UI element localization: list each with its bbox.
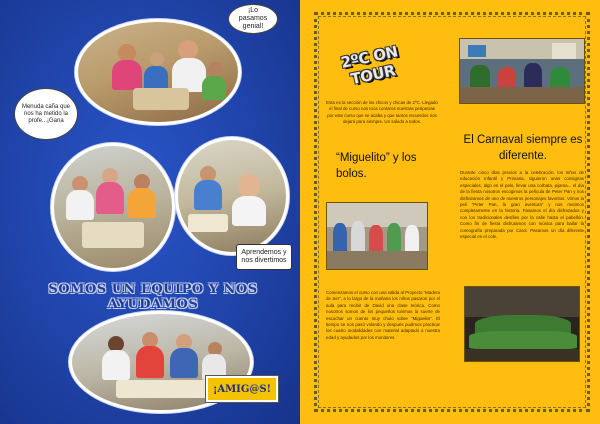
speech-bubble-middle (236, 244, 292, 270)
carnaval-photo (464, 286, 580, 362)
photo-cloud-right (178, 140, 286, 252)
miguelito-heading: “Miguelito” y los bolos. (336, 152, 417, 180)
classroom-photo-topright (459, 38, 585, 104)
bowling-photo (326, 202, 428, 270)
carnaval-heading: El Carnaval siempre es diferente. (463, 134, 583, 162)
speech-bubble-top-text: ¡Lo pasamos genial! (238, 7, 268, 30)
speech-bubble-left (14, 88, 78, 140)
speech-bubble-middle-text: Aprendemos y nos divertimos (241, 249, 287, 264)
carnaval-text: Durante cinco días previos a la celebración, los niños de educación Infantil y Primaria, siguieron unas consignas especiales, algo en el pelo, llevar una corbata, pijama... el día de la fiesta nosotros escogimos la película de Peter Pan y nos disfrazamos de uno de nuestros personajes favoritos. Vimos la peli “Peter Pan, la gran aventura” y nos metimos completamente en la historia. Pasamos el día disfrazados y con los tradicionales desfiles por la calle hasta el pabellón. Como fin de fiesta disfrutamos con música para bailar la coreografía preparada por Carol. Pasamos un día diferente especial en el cole. (460, 170, 584, 240)
photo-cloud-top (78, 22, 238, 122)
amigos-badge: ¡AMIG@S! (206, 376, 278, 402)
miguelito-text: Comenzamos el curso con una salida al Proyecto “Madera de Ser”, a lo largo de la mañana los niños pasaron por el aula para recibir de David una clase teórica. Como nosotros somos de los pequeños tuvimos la suerte de escuchar un cuento muy chulo sobre “Miguelito”. El tiempo se nos pasó volando y después pudimos practicar los cuatro modalidades con material adaptado a nuestra edad y ayudados por los monitores. (326, 290, 440, 340)
classroom-photo-left (54, 146, 172, 268)
classroom-photo-top (78, 22, 238, 122)
team-title: SOMOS UN EQUIPO Y NOS AYUDAMOS (48, 282, 258, 312)
tour-title: 2ºC ON TOUR (339, 42, 400, 89)
speech-bubble-left-text: Menuda caña que nos ha metido la profe...¡Gana (21, 103, 71, 124)
photo-cloud-left (54, 146, 172, 268)
speech-bubble-top (228, 4, 278, 34)
classroom-photo-right (178, 140, 286, 252)
intro-text: Esta es la sección de los chicos y chicas de 2ºC. Llegado el final de curso nos toca contaros nuestras peripecias por este curso que se acaba y que tantos recuerdos nos dejará para siempre. Un saludo a todos. (326, 100, 438, 125)
